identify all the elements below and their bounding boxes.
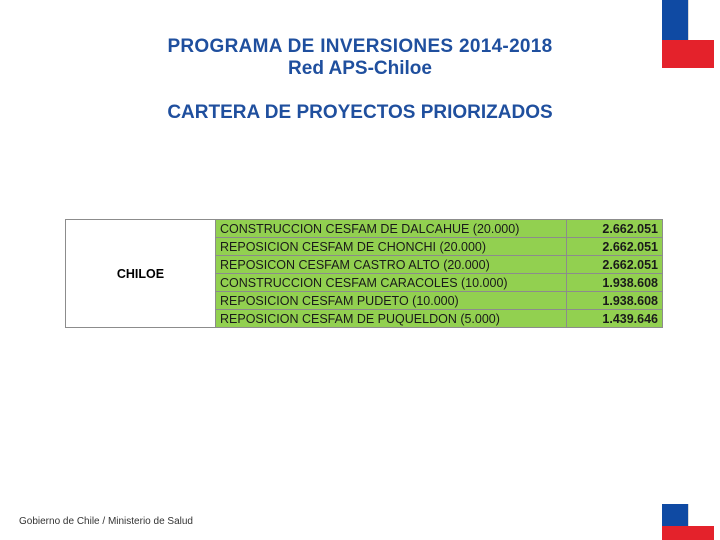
chile-flag-logo-bottom bbox=[662, 504, 714, 540]
project-name: REPOSICION CESFAM PUDETO (10.000) bbox=[216, 292, 567, 310]
project-amount: 2.662.051 bbox=[567, 238, 663, 256]
flag-white-field bbox=[688, 0, 714, 40]
project-name: REPOSICON CESFAM CASTRO ALTO (20.000) bbox=[216, 256, 567, 274]
project-name: CONSTRUCCION CESFAM DE DALCAHUE (20.000) bbox=[216, 220, 567, 238]
flag-blue-field bbox=[662, 0, 688, 40]
project-name: REPOSICION CESFAM DE CHONCHI (20.000) bbox=[216, 238, 567, 256]
page-subtitle: CARTERA DE PROYECTOS PRIORIZADOS bbox=[167, 102, 553, 123]
footer-text: Gobierno de Chile / Ministerio de Salud bbox=[19, 516, 193, 527]
project-amount: 1.439.646 bbox=[567, 310, 663, 328]
table-row bbox=[66, 220, 663, 238]
project-amount: 1.938.608 bbox=[567, 274, 663, 292]
flag-blue-field bbox=[662, 504, 688, 526]
flag-red-field bbox=[662, 526, 714, 540]
project-amount: 2.662.051 bbox=[567, 220, 663, 238]
project-name: REPOSICION CESFAM DE PUQUELDON (5.000) bbox=[216, 310, 567, 328]
flag-white-field bbox=[688, 504, 714, 526]
project-amount: 1.938.608 bbox=[567, 292, 663, 310]
page-title: PROGRAMA DE INVERSIONES 2014-2018 bbox=[167, 36, 553, 57]
projects-table bbox=[65, 219, 663, 328]
flag-divider bbox=[688, 0, 689, 40]
region-cell: CHILOE bbox=[66, 220, 216, 328]
project-amount: 2.662.051 bbox=[567, 256, 663, 274]
flag-divider bbox=[688, 504, 689, 526]
page-title-network: Red APS-Chiloe bbox=[288, 58, 432, 79]
project-name: CONSTRUCCION CESFAM CARACOLES (10.000) bbox=[216, 274, 567, 292]
